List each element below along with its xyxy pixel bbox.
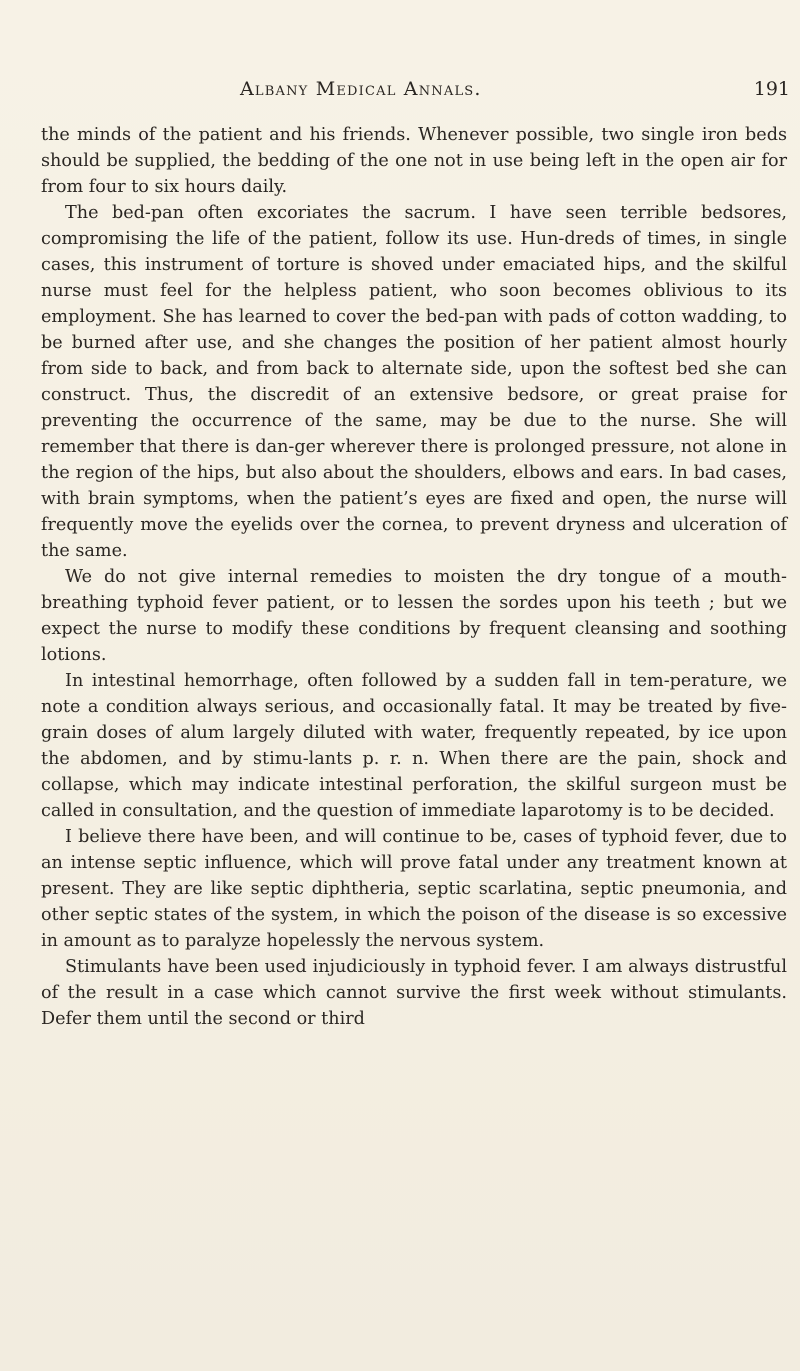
paragraph: I believe there have been, and will continue to be, cases of typhoid fever, due to an intense septic influence, which will prove fatal under any treatment known at present. They are like septic diphtheria, septic scarlatina, septic pneumonia, and other septic states of the system, in which the poison of the disease is so excessive in amount as to paralyze hopelessly the nervous system. [41, 827, 787, 951]
running-title: Albany Medical Annals. [240, 78, 482, 100]
body-text [41, 122, 787, 1032]
paragraph: We do not give internal remedies to moisten the dry tongue of a mouth-breathing typhoid fever patient, or to lessen the sordes upon his teeth ; but we expect the nurse to modify these conditions by frequent cleansing and soothing lotions. [41, 567, 787, 665]
page-header [40, 78, 790, 108]
paragraph: In intestinal hemorrhage, often followed by a sudden fall in tem-perature, we note a condition always serious, and occasionally fatal. It may be treated by five-grain doses of alum largely diluted with water, frequently repeated, by ice upon the abdomen, and by stimu-lants p. r. n. When there are the pain, shock and collapse, which may indicate intestinal perforation, the skilful surgeon must be called in consultation, and the question of immediate laparotomy is to be decided. [41, 671, 787, 821]
paragraph: the minds of the patient and his friends. Whenever possible, two single iron beds should be supplied, the bedding of the one not in use being left in the open air for from four to six hours daily. [41, 125, 787, 197]
paragraph: The bed-pan often excoriates the sacrum. I have seen terrible bedsores, compromising the life of the patient, follow its use. Hun-dreds of times, in single cases, this instrument of torture is shoved under emaciated hips, and the skilful nurse must feel for the helpless patient, who soon becomes oblivious to its employment. She has learned to cover the bed-pan with pads of cotton wadding, to be burned after use, and she changes the position of her patient almost hourly from side to back, and from back to alternate side, upon the softest bed she can construct. Thus, the discredit of an extensive bedsore, or great praise for preventing the occurrence of the same, may be due to the nurse. She will remember that there is dan-ger wherever there is prolonged pressure, not alone in the region of the hips, but also about the shoulders, elbows and ears. In bad cases, with brain symptoms, when the patient’s eyes are fixed and open, the nurse will frequently move the eyelids over the cornea, to prevent dryness and ulceration of the same. [41, 203, 787, 561]
page-number: 191 [753, 78, 790, 100]
paragraph: Stimulants have been used injudiciously in typhoid fever. I am always distrustful of the result in a case which cannot survive the first week without stimulants. Defer them until the second or third [41, 957, 787, 1029]
